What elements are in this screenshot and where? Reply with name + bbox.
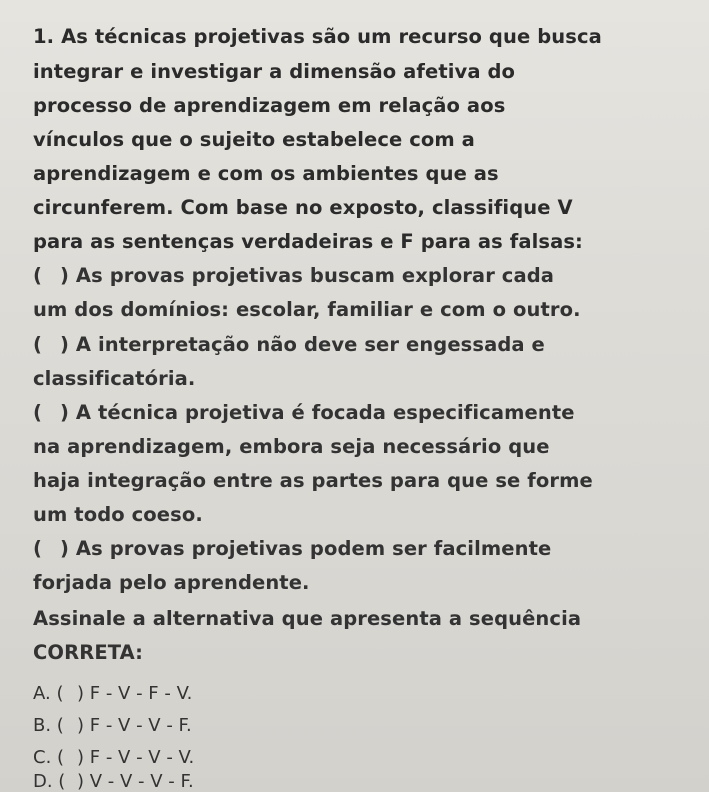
question-line-1 [33,25,602,48]
statement-4-checkbox[interactable]: ( ) [33,537,70,560]
statement-2-checkbox[interactable]: ( ) [33,333,70,356]
statement-1-text: As provas projetivas buscam explorar cada [75,264,555,287]
statement-3-line-2: na aprendizagem, embora seja necessário que [33,435,550,458]
option-c-sequence: F - V - V - V. [89,747,195,768]
statement-4-line-1 [33,537,551,560]
statement-3-line-1 [33,401,575,424]
statement-4-text: As provas projetivas podem ser facilmente [75,537,552,560]
option-c-letter: C. ( [33,747,65,768]
option-a-letter: A. ( [33,683,64,704]
option-b[interactable]: B. ( ) F - V - V - F. [33,715,192,736]
option-b-letter: B. ( [33,715,64,736]
instruction-line-2: CORRETA: [33,641,144,664]
statement-3-line-4: um todo coeso. [33,503,203,526]
question-line-4: vínculos que o sujeito estabelece com a [33,128,475,151]
statement-2-text: A interpretação não deve ser engessada e [75,333,545,356]
option-c[interactable]: C. ( ) F - V - V - V. [33,747,195,768]
statement-3-text: A técnica projetiva é focada especificamente [75,401,575,424]
option-b-sequence: F - V - V - F. [89,715,192,736]
statement-1-checkbox[interactable]: ( ) [33,264,70,287]
option-d-letter: D. ( [33,771,66,792]
statement-2-line-2: classificatória. [33,367,196,390]
instruction-line-1: Assinale a alternativa que apresenta a sequência [33,607,582,630]
statement-1-line-2: um dos domínios: escolar, familiar e com o outro. [33,298,581,321]
question-number: 1. [33,25,55,48]
question-line-6: circunferem. Com base no exposto, classifique V [33,196,573,219]
question-text: As técnicas projetivas são um recurso que busca [61,25,602,48]
question-line-5: aprendizagem e com os ambientes que as [33,162,499,185]
option-a-sequence: F - V - F - V. [89,683,193,704]
statement-3-line-3: haja integração entre as partes para que se forme [33,469,593,492]
question-line-3: processo de aprendizagem em relação aos [33,94,506,117]
statement-4-line-2: forjada pelo aprendente. [33,571,310,594]
question-line-7: para as sentenças verdadeiras e F para as falsas: [33,230,583,253]
option-d-sequence: V - V - V - F. [89,771,194,792]
statement-3-checkbox[interactable]: ( ) [33,401,70,424]
statement-2-line-1 [33,333,545,356]
option-d[interactable]: D. ( ) V - V - V - F. [33,771,194,792]
question-line-2: integrar e investigar a dimensão afetiva do [33,60,516,83]
option-a[interactable]: A. ( ) F - V - F - V. [33,683,193,704]
statement-1-line-1 [33,264,554,287]
